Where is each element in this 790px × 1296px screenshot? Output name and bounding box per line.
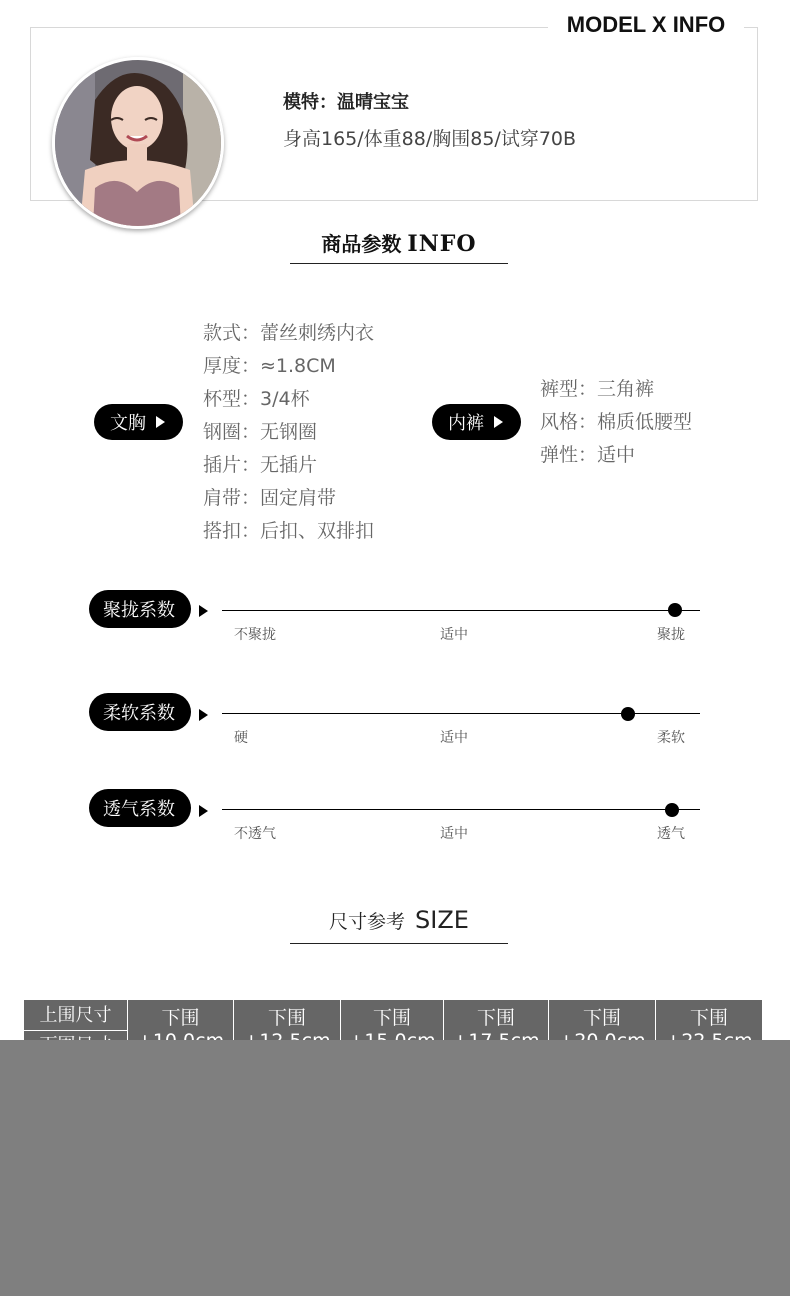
- bra-spec-list: [203, 317, 374, 548]
- product-info-underline: [290, 263, 508, 264]
- model-stats: 身高165/体重88/胸围85/试穿70B: [283, 128, 577, 150]
- play-arrow-icon: [156, 416, 165, 428]
- scale-softness-marker: [621, 707, 635, 721]
- play-arrow-icon: [199, 605, 208, 617]
- model-name: 模特：温晴宝宝: [283, 92, 409, 113]
- scale-push-up-label: 聚拢系数: [103, 600, 175, 621]
- bra-label: 文胸: [110, 413, 146, 434]
- bra-spec-thickness: 厚度：≈1.8CM: [203, 355, 336, 377]
- panties-spec-list: [540, 373, 692, 472]
- scale-softness-max: 柔软: [657, 730, 685, 746]
- size-col-top: 下围: [267, 1007, 306, 1029]
- scale-push-up-min: 不聚拢: [234, 627, 276, 643]
- bra-badge: [94, 404, 183, 440]
- product-info-heading: [290, 228, 508, 257]
- scale-push-up-marker: [668, 603, 682, 617]
- size-col-top: 下围: [161, 1007, 200, 1029]
- model-avatar: [52, 57, 224, 229]
- scale-breathability-track: [222, 809, 700, 810]
- scale-breathability-mid: 适中: [440, 826, 468, 842]
- size-heading-cn: 尺寸参考: [329, 911, 406, 933]
- bra-spec-cup: 杯型：3/4杯: [203, 388, 310, 410]
- scale-breathability-label: 透气系数: [103, 799, 175, 820]
- size-col-top: 下围: [476, 1007, 515, 1029]
- product-info-heading-en: INFO: [407, 231, 477, 257]
- scale-breathability-marker: [665, 803, 679, 817]
- scale-push-up-mid: 适中: [440, 627, 468, 643]
- scale-breathability-max: 透气: [657, 826, 685, 842]
- panties-badge: [432, 404, 521, 440]
- bra-spec-strap: 肩带：固定肩带: [203, 487, 337, 509]
- scale-breathability-badge: [89, 789, 191, 827]
- model-info-title: MODEL X INFO: [548, 10, 744, 40]
- product-info-heading-cn: 商品参数: [321, 232, 402, 256]
- image-placeholder-overlay: [0, 1040, 790, 1296]
- scale-softness-badge: [89, 693, 191, 731]
- play-arrow-icon: [199, 805, 208, 817]
- scale-push-up-max: 聚拢: [657, 627, 685, 643]
- size-col-top: 下围: [582, 1007, 621, 1029]
- scale-push-up-badge: [89, 590, 191, 628]
- bra-spec-insert: 插片：无插片: [203, 454, 318, 476]
- size-col-top: 下围: [372, 1007, 411, 1029]
- scale-softness-min: 硬: [234, 730, 248, 746]
- play-arrow-icon: [494, 416, 503, 428]
- panties-label: 内裤: [448, 413, 484, 434]
- play-arrow-icon: [199, 709, 208, 721]
- size-heading: [290, 906, 508, 934]
- size-underline: [290, 943, 508, 944]
- bra-spec-style: 款式：蕾丝刺绣内衣: [203, 322, 375, 344]
- bra-spec-wire: 钢圈：无钢圈: [203, 421, 318, 443]
- panties-spec-type: 裤型：三角裤: [540, 378, 655, 400]
- panties-spec-elasticity: 弹性：适中: [540, 444, 636, 466]
- panties-spec-style: 风格：棉质低腰型: [540, 411, 693, 433]
- model-photo: [55, 60, 221, 226]
- scale-breathability-min: 不透气: [234, 826, 276, 842]
- bra-spec-clasp: 搭扣：后扣、双排扣: [203, 520, 375, 542]
- scale-softness-label: 柔软系数: [103, 703, 175, 724]
- size-col-top: 下围: [689, 1007, 728, 1029]
- scale-softness-mid: 适中: [440, 730, 468, 746]
- size-heading-en: SIZE: [415, 906, 469, 934]
- size-table-header-top: 上围尺寸: [24, 1000, 127, 1031]
- scale-push-up-track: [222, 610, 700, 611]
